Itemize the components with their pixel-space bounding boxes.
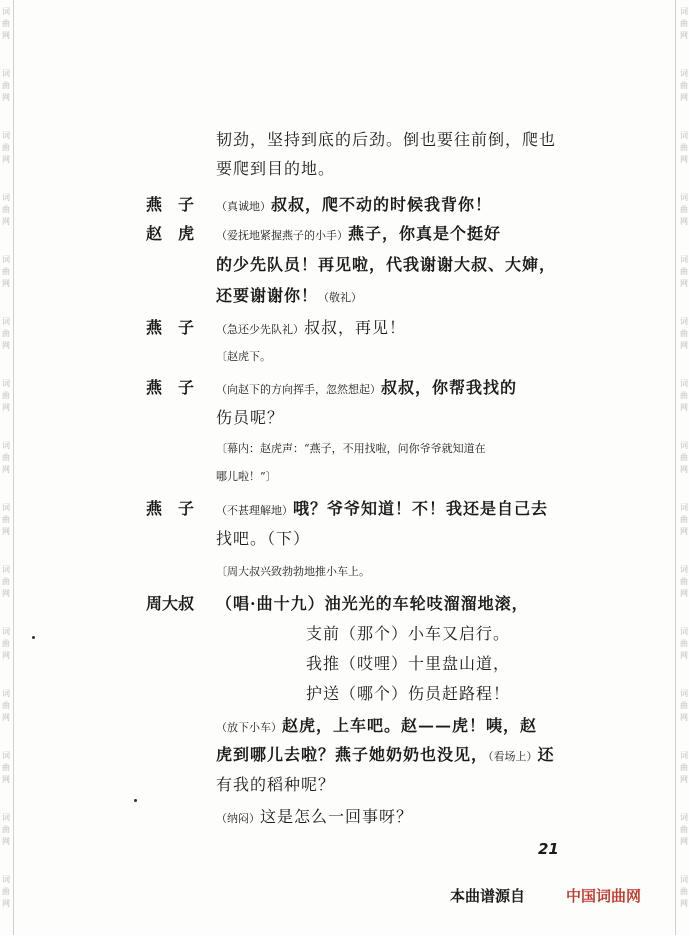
watermark-glyph: 词 bbox=[680, 627, 688, 636]
stage-direction: （纳闷） bbox=[216, 812, 260, 825]
watermark-glyph: 曲 bbox=[680, 453, 688, 462]
dialogue-line: 伤员呢？ bbox=[216, 408, 285, 427]
dialogue-line bbox=[216, 376, 517, 402]
watermark-glyph: 网 bbox=[2, 527, 10, 536]
watermark-glyph: 词 bbox=[2, 875, 10, 884]
dialogue-line: 有我的稻种呢？ bbox=[216, 775, 336, 794]
watermark-glyph: 曲 bbox=[680, 887, 688, 896]
dialogue-line bbox=[216, 222, 501, 248]
stage-direction: （敬礼） bbox=[318, 291, 363, 304]
verse-line: 我推（哎哩）十里盘山道， bbox=[306, 654, 511, 673]
dialogue-text: 燕子，你真是个挺好 bbox=[348, 224, 502, 243]
watermark-glyph: 词 bbox=[2, 627, 10, 636]
watermark-glyph: 曲 bbox=[680, 267, 688, 276]
stage-direction: （爱抚地紧握燕子的小手） bbox=[216, 229, 348, 242]
watermark-glyph: 词 bbox=[680, 503, 688, 512]
watermark-glyph: 词 bbox=[680, 7, 688, 16]
watermark-glyph: 词 bbox=[2, 69, 10, 78]
dialogue-text: 还要谢谢你！ bbox=[216, 286, 319, 305]
stage-direction: （急还少先队礼） bbox=[216, 323, 304, 336]
stage-direction: （放下小车） bbox=[216, 721, 282, 734]
watermark-glyph: 网 bbox=[2, 775, 10, 784]
script-line: 要爬到目的地。 bbox=[216, 159, 336, 178]
watermark-glyph: 网 bbox=[680, 465, 688, 474]
speaker-label: 赵 虎 bbox=[146, 224, 195, 243]
watermark-glyph: 曲 bbox=[2, 205, 10, 214]
dialogue-text: 叔叔，再见！ bbox=[304, 318, 407, 337]
watermark-glyph: 网 bbox=[680, 713, 688, 722]
dialogue-line bbox=[216, 316, 406, 342]
watermark-glyph: 曲 bbox=[680, 391, 688, 400]
watermark-glyph: 网 bbox=[680, 155, 688, 164]
watermark-glyph: 网 bbox=[680, 403, 688, 412]
dialogue-line bbox=[216, 743, 555, 769]
watermark-glyph: 曲 bbox=[2, 19, 10, 28]
dialogue-line bbox=[216, 714, 537, 740]
stage-note: 哪儿啦！”〕 bbox=[216, 470, 277, 483]
scan-speck bbox=[32, 636, 35, 639]
watermark-glyph: 曲 bbox=[2, 825, 10, 834]
stage-direction: （看场上） bbox=[488, 750, 538, 763]
dialogue-line bbox=[216, 805, 413, 831]
stage-direction: （向赵下的方向挥手，忽然想起） bbox=[216, 383, 381, 396]
watermark-glyph: 曲 bbox=[2, 391, 10, 400]
watermark-glyph: 曲 bbox=[2, 515, 10, 524]
watermark-glyph: 词 bbox=[2, 751, 10, 760]
watermark-glyph: 网 bbox=[2, 837, 10, 846]
dialogue-text: 赵虎，上车吧。赵——虎！咦，赵 bbox=[282, 716, 538, 735]
watermark-glyph: 词 bbox=[2, 689, 10, 698]
script-line: 韧劲，坚持到底的后劲。倒也要往前倒，爬也 bbox=[216, 130, 557, 149]
watermark-glyph: 网 bbox=[680, 341, 688, 350]
watermark-glyph: 网 bbox=[680, 279, 688, 288]
watermark-glyph: 网 bbox=[2, 155, 10, 164]
watermark-glyph: 词 bbox=[2, 441, 10, 450]
dialogue-text: 虎到哪儿去啦？燕子她奶奶也没见， bbox=[216, 745, 489, 764]
dialogue-line bbox=[216, 193, 492, 219]
watermark-glyph: 网 bbox=[2, 403, 10, 412]
watermark-glyph: 网 bbox=[2, 31, 10, 40]
watermark-glyph: 词 bbox=[680, 131, 688, 140]
watermark-glyph: 词 bbox=[2, 317, 10, 326]
watermark-glyph: 曲 bbox=[2, 267, 10, 276]
watermark-glyph: 曲 bbox=[680, 763, 688, 772]
footer-source-label: 本曲谱源自 bbox=[450, 887, 526, 905]
dialogue-line bbox=[216, 497, 548, 523]
dialogue-line: 找吧。（下） bbox=[216, 529, 311, 548]
watermark-glyph: 词 bbox=[680, 255, 688, 264]
watermark-glyph: 曲 bbox=[2, 763, 10, 772]
watermark-glyph: 曲 bbox=[680, 205, 688, 214]
watermark-glyph: 词 bbox=[2, 379, 10, 388]
watermark-glyph: 词 bbox=[2, 503, 10, 512]
dialogue-line: 的少先队员！再见啦，代我谢谢大叔、大婶， bbox=[216, 255, 557, 274]
speaker-label: 燕 子 bbox=[146, 499, 195, 518]
watermark-glyph: 词 bbox=[680, 69, 688, 78]
watermark-glyph: 网 bbox=[680, 93, 688, 102]
watermark-glyph: 词 bbox=[2, 193, 10, 202]
watermark-glyph: 网 bbox=[2, 341, 10, 350]
watermark-glyph: 网 bbox=[680, 651, 688, 660]
stage-direction: （真诚地） bbox=[216, 200, 271, 213]
watermark-glyph: 网 bbox=[680, 775, 688, 784]
watermark-glyph: 词 bbox=[680, 751, 688, 760]
watermark-glyph: 词 bbox=[680, 193, 688, 202]
dialogue-text: 叔叔，爬不动的时候我背你！ bbox=[271, 195, 493, 214]
watermark-glyph: 网 bbox=[2, 589, 10, 598]
page-number: 21 bbox=[538, 840, 559, 858]
watermark-glyph: 网 bbox=[680, 589, 688, 598]
scan-speck bbox=[134, 799, 137, 802]
dialogue-text: 还 bbox=[537, 745, 555, 764]
watermark-glyph: 曲 bbox=[680, 577, 688, 586]
stage-direction: （不甚理解地） bbox=[216, 504, 293, 517]
footer-site-name[interactable]: 中国词曲网 bbox=[566, 887, 642, 905]
watermark-glyph: 曲 bbox=[680, 143, 688, 152]
watermark-glyph: 词 bbox=[680, 875, 688, 884]
song-line: （唱·曲十九）油光光的车轮吱溜溜地滚， bbox=[216, 594, 529, 613]
speaker-label: 燕 子 bbox=[146, 195, 195, 214]
watermark-glyph: 网 bbox=[680, 899, 688, 908]
stage-note: 〔周大叔兴致勃勃地推小车上。 bbox=[216, 565, 370, 578]
watermark-glyph: 曲 bbox=[2, 639, 10, 648]
watermark-glyph: 词 bbox=[2, 7, 10, 16]
watermark-glyph: 曲 bbox=[680, 639, 688, 648]
dialogue-text: 叔叔，你帮我找的 bbox=[381, 378, 518, 397]
stage-note: 〔幕内：赵虎声：“燕子，不用找啦，问你爷爷就知道在 bbox=[216, 442, 486, 455]
watermark-glyph: 曲 bbox=[2, 701, 10, 710]
watermark-glyph: 曲 bbox=[2, 887, 10, 896]
dialogue-text: 这是怎么一回事呀？ bbox=[260, 807, 414, 826]
verse-line: 支前（那个）小车又启行。 bbox=[306, 624, 511, 643]
dialogue-text: 哦？爷爷知道！不！我还是自己去 bbox=[293, 499, 549, 518]
watermark-glyph: 曲 bbox=[680, 81, 688, 90]
stage-note: 〔赵虎下。 bbox=[216, 350, 271, 363]
verse-line: 护送（哪个）伤员赶路程！ bbox=[306, 684, 511, 703]
watermark-glyph: 词 bbox=[2, 255, 10, 264]
watermark-glyph: 词 bbox=[680, 813, 688, 822]
watermark-glyph: 网 bbox=[2, 279, 10, 288]
watermark-glyph: 曲 bbox=[680, 515, 688, 524]
watermark-glyph: 网 bbox=[2, 217, 10, 226]
watermark-glyph: 曲 bbox=[680, 825, 688, 834]
speaker-label: 周大叔 bbox=[146, 594, 195, 613]
speaker-label: 燕 子 bbox=[146, 318, 195, 337]
watermark-glyph: 词 bbox=[2, 813, 10, 822]
watermark-glyph: 网 bbox=[680, 31, 688, 40]
dialogue-line bbox=[216, 284, 362, 310]
watermark-glyph: 网 bbox=[2, 465, 10, 474]
watermark-glyph: 曲 bbox=[2, 329, 10, 338]
watermark-glyph: 词 bbox=[2, 131, 10, 140]
watermark-glyph: 曲 bbox=[680, 19, 688, 28]
watermark-glyph: 词 bbox=[680, 441, 688, 450]
watermark-glyph: 词 bbox=[680, 689, 688, 698]
watermark-glyph: 曲 bbox=[2, 81, 10, 90]
watermark-glyph: 曲 bbox=[2, 143, 10, 152]
watermark-glyph: 网 bbox=[680, 527, 688, 536]
watermark-glyph: 词 bbox=[680, 317, 688, 326]
watermark-glyph: 词 bbox=[680, 565, 688, 574]
watermark-glyph: 曲 bbox=[2, 453, 10, 462]
watermark-glyph: 网 bbox=[2, 93, 10, 102]
speaker-label: 燕 子 bbox=[146, 378, 195, 397]
watermark-glyph: 网 bbox=[680, 837, 688, 846]
watermark-glyph: 曲 bbox=[2, 577, 10, 586]
watermark-glyph: 网 bbox=[2, 713, 10, 722]
watermark-glyph: 词 bbox=[680, 379, 688, 388]
watermark-glyph: 词 bbox=[2, 565, 10, 574]
watermark-glyph: 曲 bbox=[680, 329, 688, 338]
watermark-glyph: 网 bbox=[680, 217, 688, 226]
watermark-glyph: 网 bbox=[2, 899, 10, 908]
watermark-glyph: 曲 bbox=[680, 701, 688, 710]
watermark-glyph: 网 bbox=[2, 651, 10, 660]
